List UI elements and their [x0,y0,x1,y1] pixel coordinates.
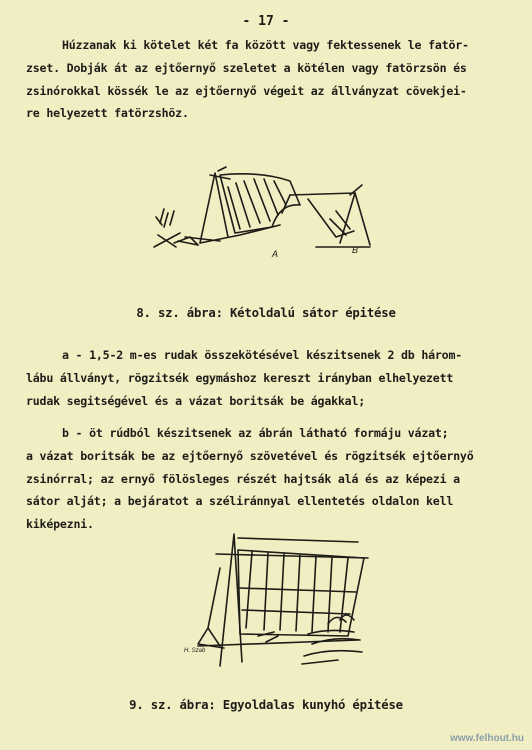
figure-9-signature: H. Szab [184,648,206,654]
figure-8-label-b: B [352,245,359,255]
figure-9-caption: 9. sz. ábra: Egyoldalas kunyhó épitése [129,698,403,712]
paragraph-line: rudak segitségével és a vázat boritsák be ágakkal; [26,393,366,408]
paragraph-line: b - öt rúdból készitsenek az ábrán látható formáju vázat; [62,426,449,440]
figure-9-hut-sketch [178,528,378,678]
paragraph-option-a [26,344,508,412]
paragraph-line: a - 1,5-2 m-es rudak összekötésével készitsenek 2 db három- [62,348,463,362]
page-number: - 17 - [242,14,290,29]
paragraph-line: zset. Dobják át az ejtőernyő szeletet a kötélen vagy fatörzsön és [26,60,467,75]
paragraph-line: sátor alját; a bejáratot a széliránnyal ellentetés oldalon kell [26,494,454,509]
paragraph-line: re helyezett fatörzshöz. [26,106,189,121]
paragraph-option-b [26,422,508,536]
figure-8-caption: 8. sz. ábra: Kétoldalú sátor épitése [136,306,396,320]
paragraph-line: zsinórral; az ernyő fölösleges részét hajtsák alá és az képezi a [26,471,460,486]
paragraph-line: lábu állványt, rögzitsék egymáshoz kereszt irányban elhelyezett [26,370,454,385]
figure-8-label-a: A [272,249,279,259]
paragraph-line: zsinórokkal kössék le az ejtőernyő végeit az állványzat cövekjei- [26,83,467,98]
paragraph-line: a vázat boritsák be az ejtőernyő szövetével és rögzitsék ejtőernyő [26,448,474,463]
figure-8-tent-sketch [140,165,400,265]
paragraph-intro [26,34,508,125]
paragraph-line: kiképezni. [26,517,94,532]
paragraph-line: Húzzanak ki kötelet két fa között vagy fektessenek le fatör- [62,38,469,52]
watermark: www.felhout.hu [449,733,524,744]
